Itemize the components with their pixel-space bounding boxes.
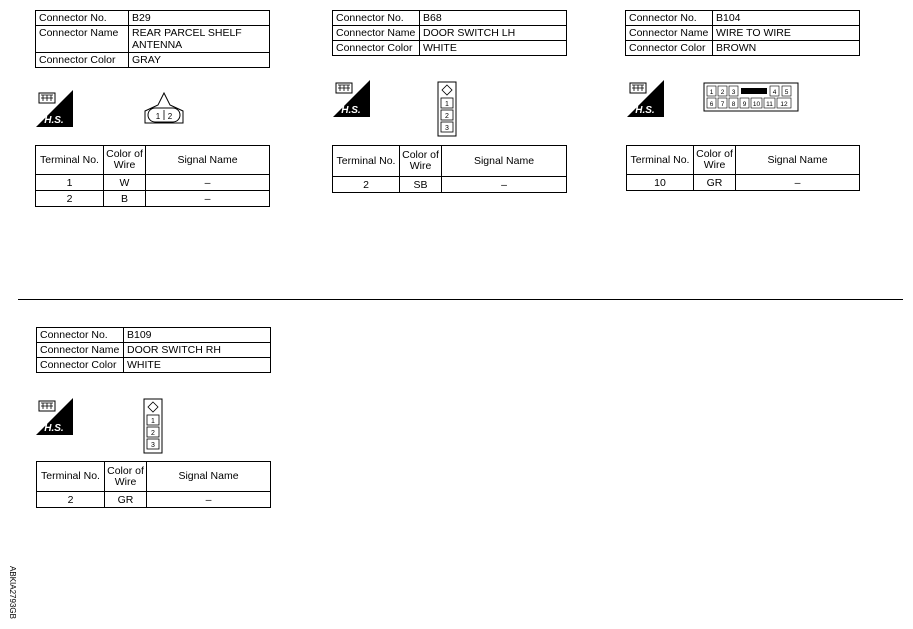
pin-4: 4 (772, 89, 777, 96)
connector-color-value: WHITE (124, 358, 271, 373)
label-connector-color: Connector Color (333, 41, 420, 56)
terminal-cell: 1 (36, 175, 104, 191)
table-row (627, 175, 860, 191)
terminal-table-b68 (332, 145, 567, 193)
table-row (36, 191, 270, 207)
label-connector-no: Connector No. (37, 328, 124, 343)
header-terminal-no: Terminal No. (333, 146, 400, 177)
label-connector-color: Connector Color (626, 41, 713, 56)
wire-cell: W (104, 175, 146, 191)
header-color-of-wire: Color of Wire (104, 146, 146, 175)
header-signal-name: Signal Name (146, 146, 270, 175)
figure-code: ABKIA2793GB (7, 566, 17, 619)
connector-name-value: REAR PARCEL SHELF ANTENNA (129, 26, 270, 53)
header-color-of-wire: Color of Wire (105, 462, 147, 492)
harness-side-icon (36, 398, 73, 435)
header-color-of-wire: Color of Wire (400, 146, 442, 177)
label-connector-name: Connector Name (36, 26, 129, 53)
terminal-cell: 2 (36, 191, 104, 207)
wire-cell: GR (694, 175, 736, 191)
header-signal-name: Signal Name (442, 146, 567, 177)
harness-side-icon (627, 80, 664, 117)
pin-10: 10 (752, 101, 761, 108)
table-row (37, 492, 271, 508)
hs-label: H.S. (635, 105, 655, 116)
terminal-table-b109 (36, 461, 271, 508)
pin-2: 2 (445, 113, 449, 120)
pin-3: 3 (151, 442, 155, 449)
pin-7: 7 (720, 101, 725, 108)
connector-no-value: B29 (129, 11, 270, 26)
terminal-table-b104 (626, 145, 860, 191)
header-signal-name: Signal Name (147, 462, 271, 492)
connector-name-value: DOOR SWITCH LH (420, 26, 567, 41)
pin-2: 2 (151, 430, 155, 437)
connector-color-value: WHITE (420, 41, 567, 56)
label-connector-no: Connector No. (626, 11, 713, 26)
signal-cell: – (146, 175, 270, 191)
connector-b29-info (35, 10, 270, 68)
connector-name-value: WIRE TO WIRE (713, 26, 860, 41)
terminal-cell: 2 (333, 177, 400, 193)
harness-side-icon (36, 90, 73, 127)
table-row (333, 177, 567, 193)
connector-face-b68 (437, 81, 457, 137)
pin-12: 12 (780, 101, 788, 108)
header-terminal-no: Terminal No. (36, 146, 104, 175)
connector-face-b109 (143, 398, 163, 454)
header-terminal-no: Terminal No. (37, 462, 105, 492)
hs-label: H.S. (341, 105, 361, 116)
label-connector-name: Connector Name (626, 26, 713, 41)
pin-8: 8 (731, 101, 736, 108)
pin-1: 1 (151, 418, 155, 425)
terminal-cell: 2 (37, 492, 105, 508)
signal-cell: – (442, 177, 567, 193)
pin-9: 9 (742, 101, 747, 108)
connector-face-b29 (143, 91, 185, 125)
signal-cell: – (146, 191, 270, 207)
pin-1: 1 (709, 89, 714, 96)
pin-2: 2 (167, 112, 173, 121)
label-connector-no: Connector No. (36, 11, 129, 26)
connector-b109-info (36, 327, 271, 373)
section-divider (18, 299, 903, 300)
table-row (36, 175, 270, 191)
connector-no-value: B68 (420, 11, 567, 26)
pin-1: 1 (445, 101, 449, 108)
hs-label: H.S. (44, 423, 64, 434)
terminal-table-b29 (35, 145, 270, 207)
pin-1: 1 (155, 112, 161, 121)
wire-cell: B (104, 191, 146, 207)
connector-b104-info (625, 10, 860, 56)
connector-name-value: DOOR SWITCH RH (124, 343, 271, 358)
hs-label: H.S. (44, 115, 64, 126)
label-connector-no: Connector No. (333, 11, 420, 26)
pin-3: 3 (731, 89, 736, 96)
pin-2: 2 (720, 89, 725, 96)
label-connector-name: Connector Name (333, 26, 420, 41)
connector-b68-info (332, 10, 567, 56)
pin-5: 5 (784, 89, 789, 96)
wire-cell: SB (400, 177, 442, 193)
connector-color-value: GRAY (129, 53, 270, 68)
pin-11: 11 (766, 101, 773, 108)
connector-color-value: BROWN (713, 41, 860, 56)
label-connector-name: Connector Name (37, 343, 124, 358)
connector-no-value: B109 (124, 328, 271, 343)
harness-side-icon (333, 80, 370, 117)
wire-cell: GR (105, 492, 147, 508)
header-signal-name: Signal Name (736, 146, 860, 175)
signal-cell: – (736, 175, 860, 191)
connector-face-b104 (703, 82, 799, 112)
terminal-cell: 10 (627, 175, 694, 191)
header-terminal-no: Terminal No. (627, 146, 694, 175)
pin-3: 3 (445, 125, 449, 132)
label-connector-color: Connector Color (37, 358, 124, 373)
connector-no-value: B104 (713, 11, 860, 26)
pin-6: 6 (709, 101, 714, 108)
signal-cell: – (147, 492, 271, 508)
label-connector-color: Connector Color (36, 53, 129, 68)
header-color-of-wire: Color of Wire (694, 146, 736, 175)
